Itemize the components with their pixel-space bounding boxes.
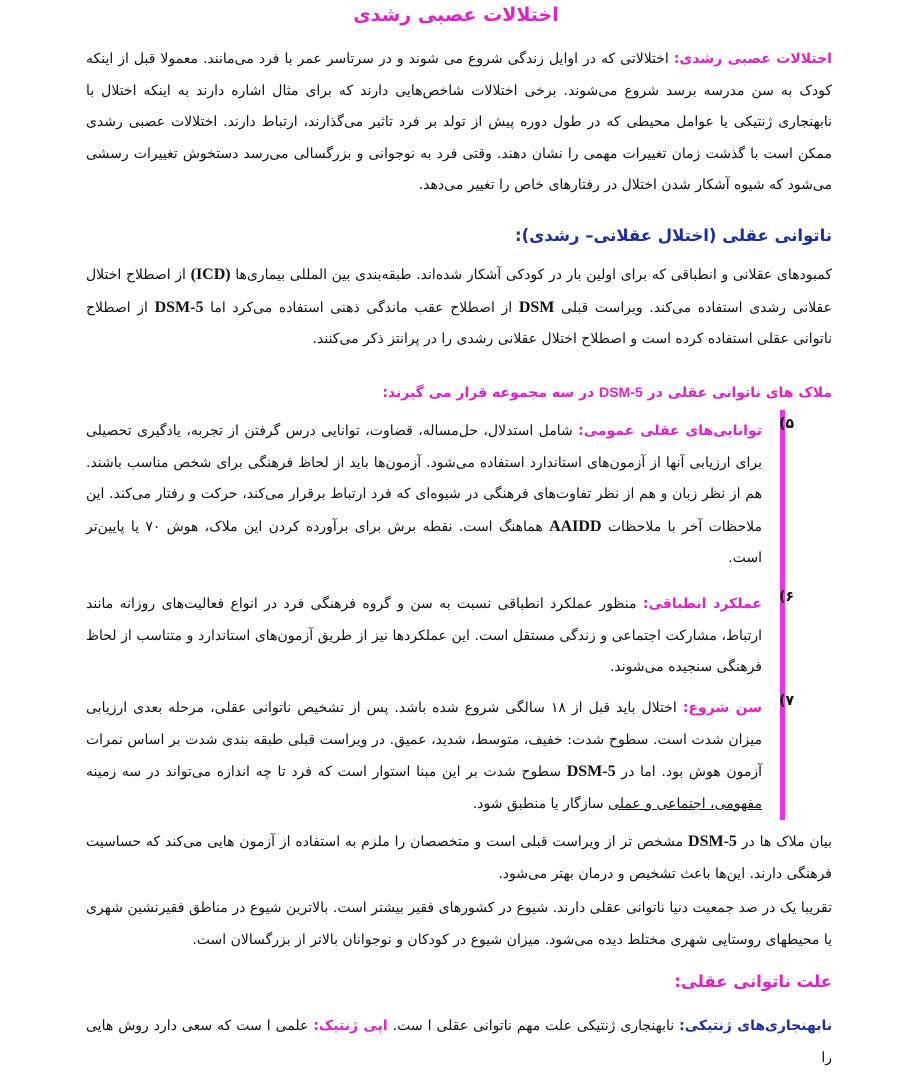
criteria-heading xyxy=(86,384,832,401)
item-text: شامل استدلال، حل‌مساله، قضاوت، توانایی درس گرفتن از تجربه، یادگیری تحصیلی برای ارزیابی آنها از آزمون‌های استاندارد استفاده می‌شود. آزمون‌ها باید از لحاظ فرهنگی برای شخص مناسب باشند. هم از نظر زبان و هم از نظر تفاوت‌های فرهنگی در شیوه‌ای که فرد ارتباط برقرار می‌کند، حرکت و رفتار می‌کند. این ملاحظات آخر با ملاحظات xyxy=(86,423,763,535)
causes-paragraph xyxy=(86,1011,832,1074)
page-title: اختلالات عصبی رشدی xyxy=(353,4,559,26)
section1-paragraph xyxy=(86,259,832,356)
genetic-lead: نابهنجاری‌های ژنتیکی: xyxy=(679,1018,832,1034)
causes-text: نابهنجاری ژنتیکی علت مهم ناتوانی عقلی ا ست. xyxy=(387,1018,680,1034)
list-item-number: ۷) xyxy=(779,693,794,709)
criteria-side-bar xyxy=(780,410,785,820)
intro-lead: اختلالات عصبی رشدی: xyxy=(673,51,832,67)
aaidd-term: AAIDD xyxy=(549,517,602,535)
underlined-domains: مفهومی، اجتماعی و عملی xyxy=(608,795,762,812)
dsm5-term: DSM-5 xyxy=(566,763,616,780)
dsm5-term: DSM-5 xyxy=(688,833,737,850)
section1-text-3: از اصطلاح عقب ماندگی ذهنی استفاده می‌کرد اما xyxy=(203,299,519,316)
section1-text-4: از اصطلاح ناتوانی عقلی استفاده کرده است و اصطلاح اختلال عقلانی رشدی را در پرانتز ذکر می‌کنند. xyxy=(86,299,832,347)
criteria-heading-b: در سه مجموعه قرار می گیرند: xyxy=(382,385,600,401)
list-item-number: ۵) xyxy=(779,416,794,432)
item-text-2: هماهنگ است. نقطه برش برای برآورده کردن این ملاک، هوش ۷۰ یا پایین‌تر است. xyxy=(86,518,762,566)
item-text: منظور عملکرد انطباقی نسبت به سن و گروه فرهنگی فرد در انواع فعالیت‌های روزانه مانند ارتباط، مشارکت اجتماعی و زندگی مستقل است. این عملکردها نیز از طریق آزمون‌های استاندارد و متناسب از لحاظ فرهنگی سنجیده می‌شوند. xyxy=(86,596,762,675)
item-text: اختلال باید قبل از ۱۸ سالگی شروع شده باشد. پس از تشخیص ناتوانی عقلی، مرحله بعدی ارزیابی میزان شدت است. سطوح شدت: خفیف، متوسط، شدید، عمیق. در ویراست قبلی طبقه بندی شدت بر اساس نمرات آزمون هوش بود. اما در xyxy=(86,700,762,780)
item-lead: عملکرد انطباقی: xyxy=(642,596,762,612)
section-heading-intellectual-disability: ناتوانی عقلی (اختلال عقلانی– رشدی): xyxy=(514,226,832,245)
criteria-note-paragraph xyxy=(86,826,832,890)
note-text-1: بیان ملاک ها در xyxy=(736,834,833,850)
intro-text: اختلالاتی که در اوایل زندگی شروع می شوند و در سرتاسر عمر با فرد می‌مانند. معمولا قبل از اینکه کودک به سن مدرسه برسد شروع می‌شوند. برخی اختلالات شاخص‌هایی دارند که برای مثال اشاره دارند به اینکه اختلال با نابهنجاری ژنتیکی یا عوامل محیطی که در طول دوره پیش از تولد بر فرد تاثیر می‌گذارند، ارتباط دارند. اختلالات عصبی رشدی ممکن است با گذشت زمان تغییرات مهمی را نشان دهند. وقتی فرد به نوجوانی و بزرگسالی می‌رسد دستخوش تغییرات رسشی می‌شود که شیوه آشکار شدن اختلال در رفتارهای خاص را تغییر می‌دهد. xyxy=(86,51,832,193)
list-item-number: ۶) xyxy=(779,589,794,605)
criteria-heading-a: ملاک های ناتوانی عقلی در xyxy=(642,385,832,401)
list-item xyxy=(86,693,762,820)
dsm-term: DSM xyxy=(518,298,555,316)
list-item xyxy=(86,589,762,684)
dsm5-term: DSM-5 xyxy=(154,298,204,316)
item-text-2: سطوح شدت بر این مبنا استوار است که فرد تا چه اندازه می‌تواند در سه زمینه xyxy=(86,764,567,780)
causes-text-2: علمی ا ست که سعی دارد روش هایی را xyxy=(86,1018,832,1066)
section-heading-causes: علت ناتوانی عقلی: xyxy=(674,972,832,991)
criteria-heading-dsm: DSM-5 xyxy=(599,384,643,400)
note-text-2: مشخص تر از ویراست قبلی است و متخصصان را ملزم به استفاده از آزمون هایی می‌کند که حساسیت فرهنگی دارند. این‌ها باعث تشخیص و درمان بهتر می‌شود. xyxy=(86,834,832,882)
section1-text-1: کمبودهای عقلانی و انطباقی که برای اولین بار در کودکی آشکار شده‌اند. طبقه‌بندی بین المللی بیماری‌ها xyxy=(230,267,832,283)
epigenetics-lead: اپی ژنتیک: xyxy=(313,1018,388,1034)
icd-term: (ICD) xyxy=(190,266,231,283)
prevalence-paragraph: تقریبا یک در صد جمعیت دنیا ناتوانی عقلی دارند. شیوع در کشورهای فقیر بیشتر است. بالاترین شیوع در مناطق فقیرنشین شهری یا محیطهای روستایی شهری مختلط دیده می‌شود. میزان شیوع در کودکان و نوجوانان بالاتر از بزرگسالان است. xyxy=(86,900,832,948)
item-lead: سن شروع: xyxy=(682,700,762,716)
item-text-3: سازگار یا منطبق شود. xyxy=(472,795,609,812)
section1-text-2: از اصطلاح اختلال عقلانی رشدی استفاده می‌کند. ویراست قبلی xyxy=(86,267,832,316)
list-item xyxy=(86,416,762,575)
intro-paragraph xyxy=(86,44,832,202)
item-lead: توانایی‌های عقلی عمومی: xyxy=(578,423,762,439)
